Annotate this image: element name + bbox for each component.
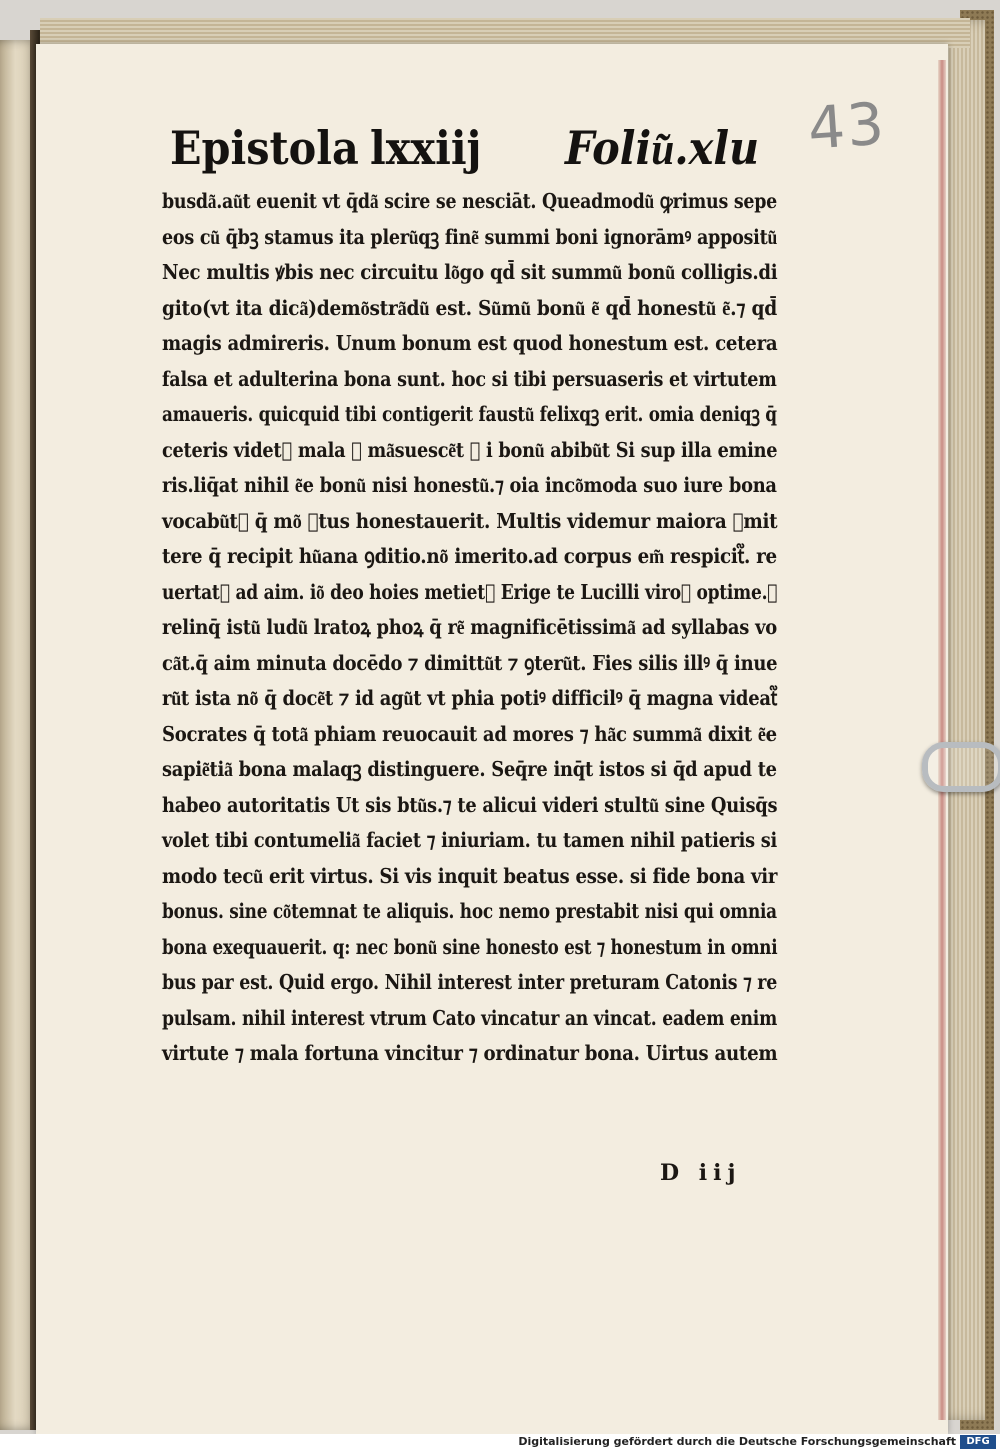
text-line: Socrates q̄ tota͂ phiam reuocauit ad mores ⁊ ha͂c summa͂ dixit e͂e <box>162 721 777 746</box>
text-line: virtute ⁊ mala fortuna vincitur ⁊ ordinatur bona. Uirtus autem <box>162 1041 778 1065</box>
text-line: vocabu͂t᷑ q̄ mo͂ ꝟtus honestauerit. Multis videmur maiora ꝓmit <box>162 508 778 533</box>
header-letter-number: lxxiij <box>370 121 482 175</box>
text-line: ru͂t ista no͂ q̄ doce͂t ⁊ id agu͂t vt phia potiꝰ difficilꝰ q̄ magna videat᷑ <box>162 686 777 710</box>
text-line: ceteris videt᷑ mala ⁊ ma͂suesce͂t ⁊ i bonu͂ abibu͂t Si sup illa emine <box>162 437 778 462</box>
text-line: volet tibi contumelia͂ faciet ⁊ iniuriam. tu tamen nihil patieris si <box>162 828 777 852</box>
text-line: ca͂t.q̄ aim minuta docēdo ⁊ dimittu͂t ⁊ ꝯteru͂t. Fies silis illꝰ q̄ inue <box>162 650 778 675</box>
header-folio: Foliu͂.xlu <box>565 121 760 175</box>
text-line: eos cu͂ q̄bꝫ stamus ita pleru͂qꝫ fine͂ summi boni ignorāmꝰ appositu͂ <box>162 224 777 249</box>
digitization-credit-bar <box>0 1434 1000 1451</box>
text-line: magis admireris. Unum bonum est quod honestum est. cetera <box>162 331 778 355</box>
text-line: habeo autoritatis Ut sis btu͂s.⁊ te alicui videri stultu͂ sine Quisq̄s <box>162 792 778 817</box>
text-line: bonus. sine co͂temnat te aliquis. hoc nemo prestabit nisi qui omnia <box>162 899 777 923</box>
text-line: tere q̄ recipit hu͂ana ꝯditio.no͂ imerito.ad corpus em͂ respicit᷑. re <box>162 544 777 568</box>
page-clip-icon <box>922 742 1000 792</box>
handwritten-folio-number: 43 <box>805 89 889 163</box>
header-epistola: Epistola <box>170 121 359 175</box>
text-line: uertat᷑ ad aim. io͂ deo hoies metiet᷑ Erige te Lucilli viroꝝ optime.⁊ <box>162 579 778 604</box>
dfg-logo-icon: DFG <box>960 1435 996 1449</box>
credit-text: Digitalisierung gefördert durch die Deutsche Forschungsgemeinschaft <box>518 1435 956 1448</box>
text-line: bona exequauerit. q: nec bonu͂ sine honesto est ⁊ honestum in omni <box>162 934 778 959</box>
text-line: modo tecu͂ erit virtus. Si vis inquit beatus esse. si fide bona vir <box>162 863 778 888</box>
text-line: sapie͂tia͂ bona malaqꝫ distinguere. Seq̄re inq̄t istos si q̄d apud te <box>162 757 777 781</box>
body-text <box>162 184 792 1072</box>
text-line: gito(vt ita dica͂)demo͂stra͂du͂ est. Su͂mu͂ bonu͂ e͂ qd̄ honestu͂ e͂.⁊ qd̄ <box>162 295 777 320</box>
text-line: amaueris. quicquid tibi contigerit faustu͂ felixqꝫ erit. omia deniqꝫ q̄ <box>162 402 777 426</box>
text-line: Nec multis ꝟbis nec circuitu lo͂go qd̄ sit summu͂ bonu͂ colligis.di <box>162 260 778 284</box>
text-line: bus par est. Quid ergo. Nihil interest inter preturam Catonis ⁊ re <box>162 970 778 994</box>
running-header <box>170 118 770 178</box>
text-line: falsa et adulterina bona sunt. hoc si tibi persuaseris et virtutem <box>162 366 777 391</box>
signature-mark: D iij <box>660 1160 742 1186</box>
text-line: pulsam. nihil interest vtrum Cato vincatur an vincat. eadem enim <box>162 1005 777 1030</box>
text-line: busda͂.au͂t euenit vt q̄da͂ scire se nesciāt. Queadmodu͂ ꝙrimus sepe <box>162 189 777 213</box>
text-line: ris.liq̄at nihil e͂e bonu͂ nisi honestu͂.⁊ oia inco͂moda suo iure bona <box>162 473 777 497</box>
red-page-edge <box>938 60 946 1420</box>
text-line: relinq̄ istu͂ ludu͂ lratoꝝ phoꝝ q̄ re͂ magnificētissima͂ ad syllabas vo <box>162 615 777 639</box>
